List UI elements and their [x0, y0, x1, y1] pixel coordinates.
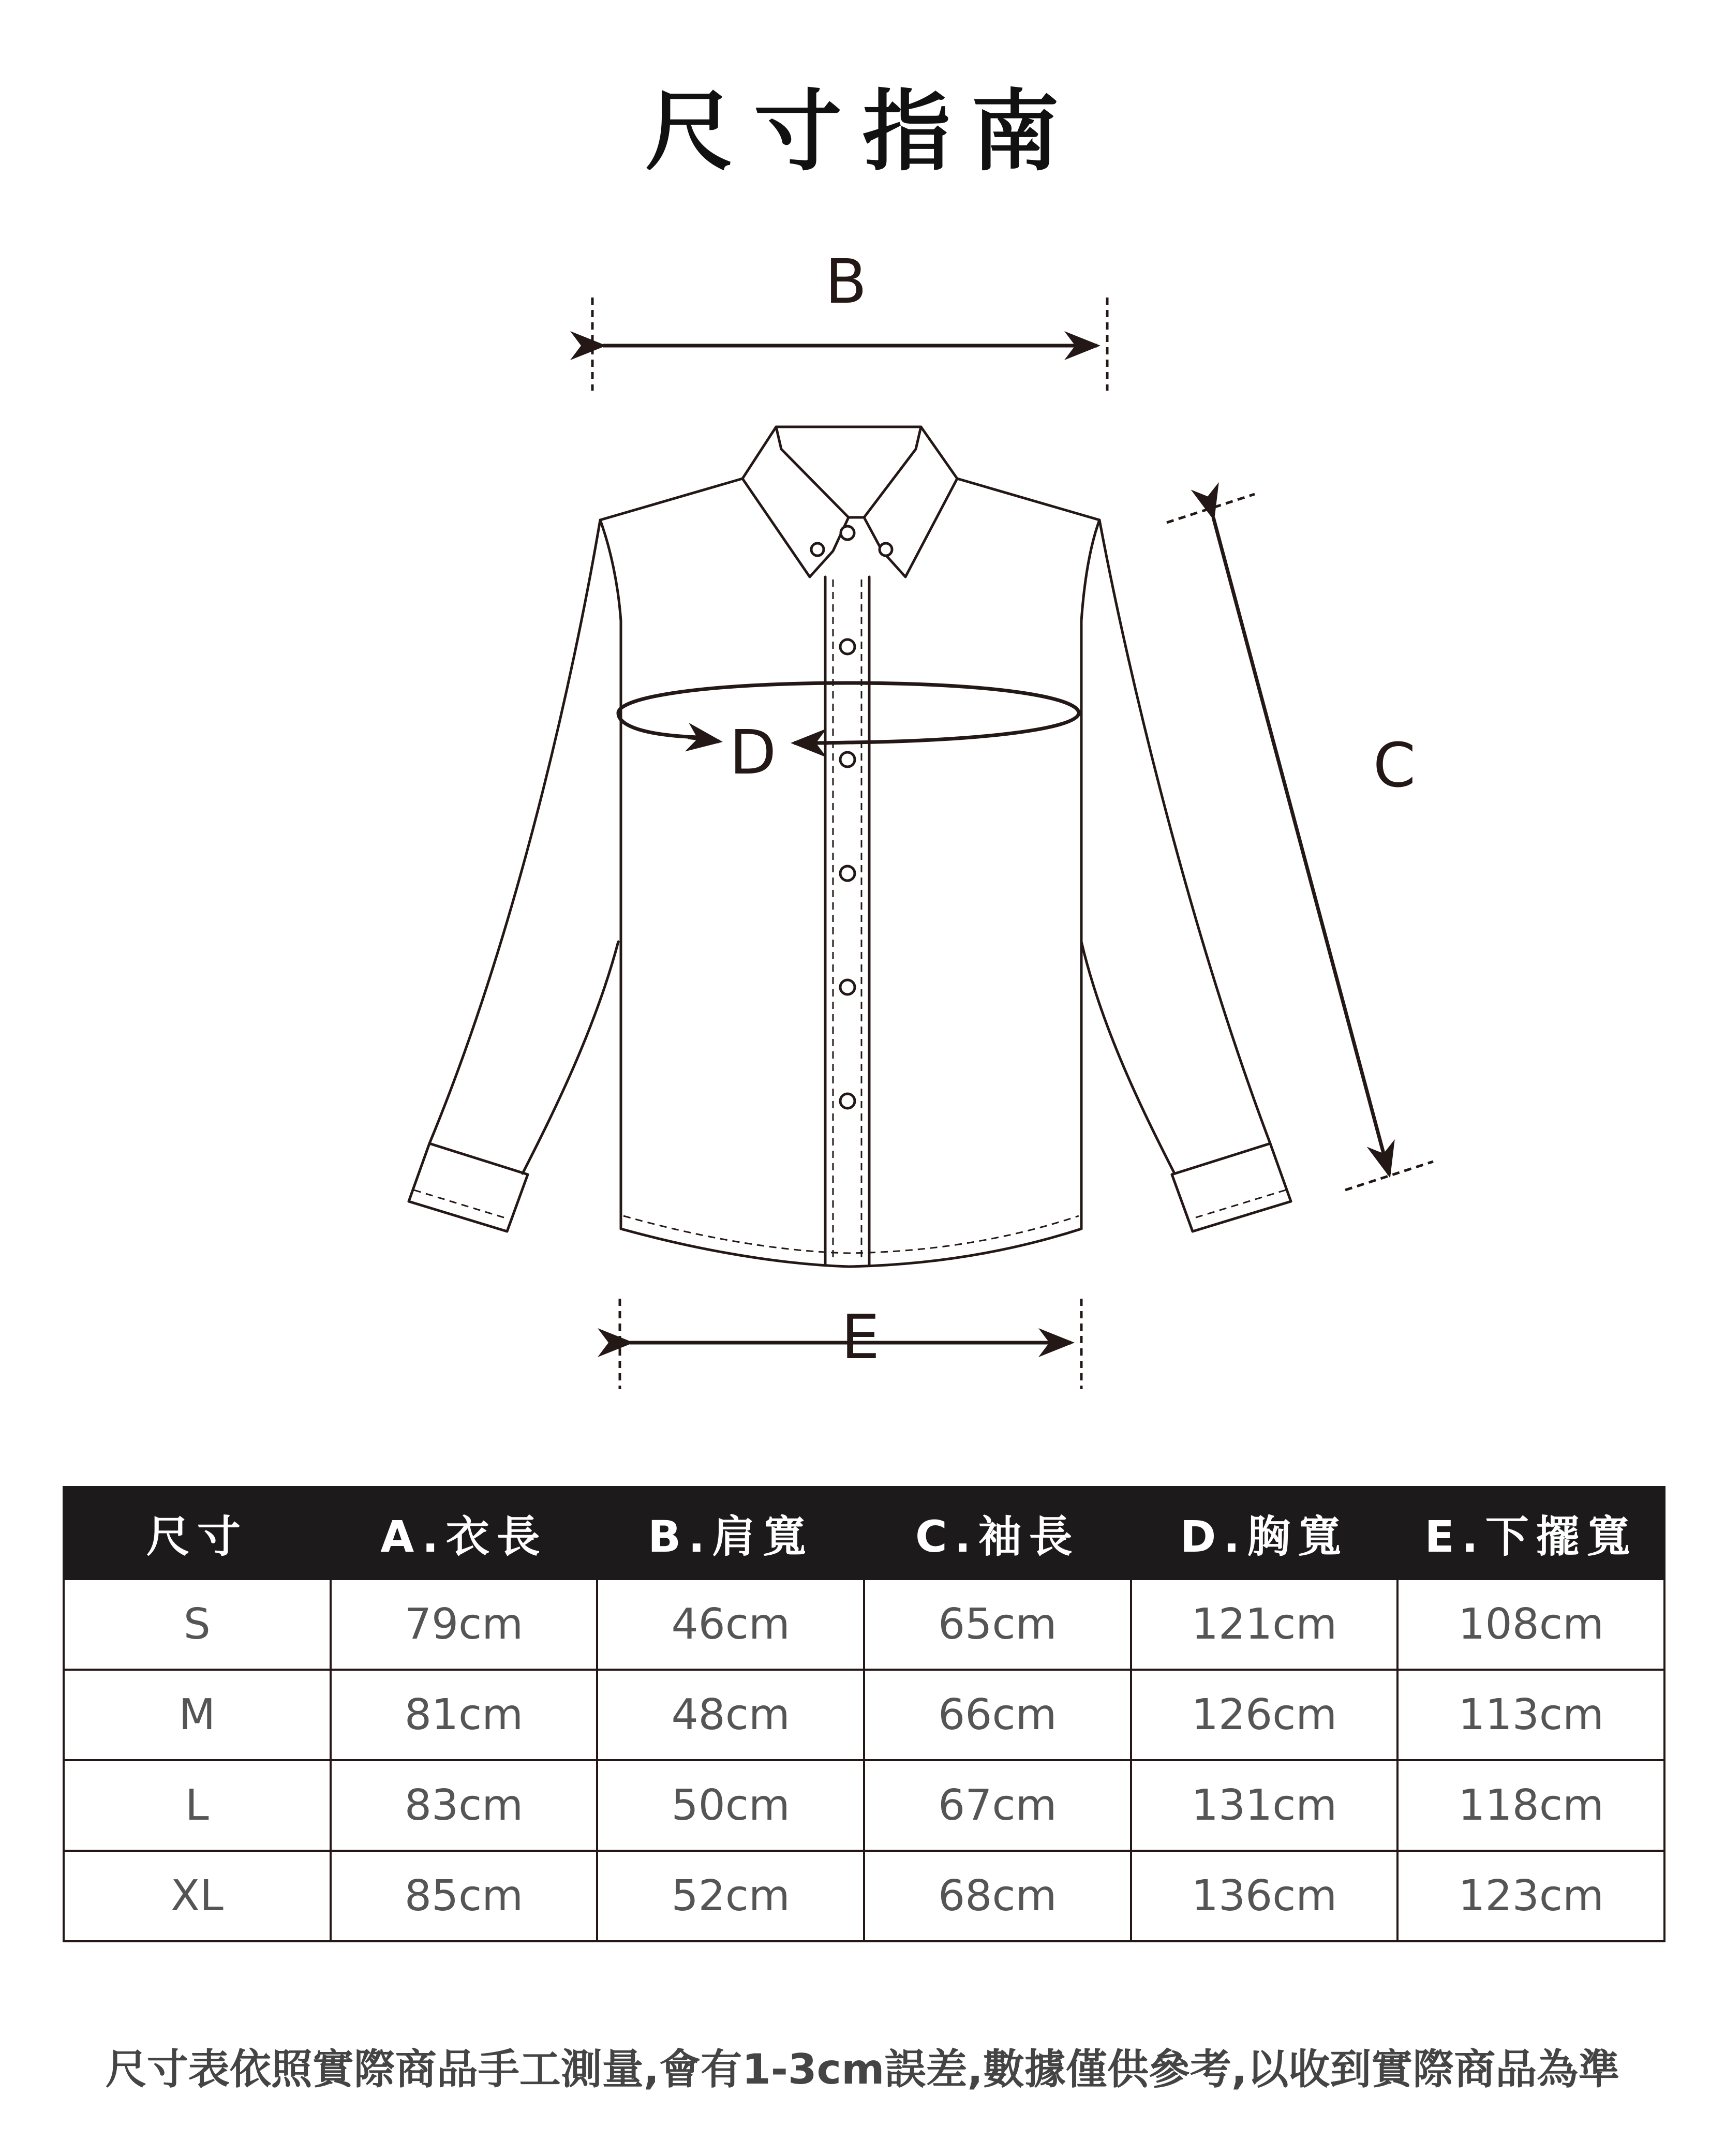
- table-cell: 48cm: [597, 1670, 864, 1760]
- table-cell: 81cm: [331, 1670, 598, 1760]
- table-cell: 113cm: [1397, 1670, 1664, 1760]
- header-shoulder: B.肩寬: [597, 1487, 864, 1579]
- header-size: 尺寸: [64, 1487, 331, 1579]
- table-cell: L: [64, 1760, 331, 1851]
- table-cell: 46cm: [597, 1579, 864, 1670]
- shirt-icon: [409, 427, 1291, 1267]
- table-cell: 123cm: [1397, 1851, 1664, 1941]
- table-row: [64, 1760, 1664, 1851]
- table-cell: 108cm: [1397, 1579, 1664, 1670]
- header-chest: D.胸寬: [1131, 1487, 1398, 1579]
- table-cell: 126cm: [1131, 1670, 1398, 1760]
- size-chart-table: [63, 1486, 1665, 1942]
- label-b: B: [825, 246, 867, 317]
- label-c: C: [1373, 730, 1416, 801]
- measure-c-indicator: [1167, 494, 1433, 1190]
- table-row: [64, 1670, 1664, 1760]
- table-header-row: [64, 1487, 1664, 1579]
- table-cell: 85cm: [331, 1851, 598, 1941]
- table-cell: 83cm: [331, 1760, 598, 1851]
- table-cell: 52cm: [597, 1851, 864, 1941]
- label-d: D: [729, 717, 777, 788]
- table-cell: S: [64, 1579, 331, 1670]
- table-cell: M: [64, 1670, 331, 1760]
- table-cell: 67cm: [864, 1760, 1131, 1851]
- table-row: [64, 1579, 1664, 1670]
- measure-b-indicator: [592, 246, 1107, 391]
- table-cell: 65cm: [864, 1579, 1131, 1670]
- table-row: [64, 1851, 1664, 1941]
- table-cell: 118cm: [1397, 1760, 1664, 1851]
- table-cell: XL: [64, 1851, 331, 1941]
- table-cell: 68cm: [864, 1851, 1131, 1941]
- measure-e-indicator: [620, 1299, 1081, 1389]
- header-hem: E.下擺寬: [1397, 1487, 1664, 1579]
- measurement-disclaimer: 尺寸表依照實際商品手工測量,會有1-3cm誤差,數據僅供參考,以收到實際商品為準: [105, 2045, 1620, 2093]
- page-title: 尺寸指南: [645, 81, 1080, 183]
- table-cell: 50cm: [597, 1760, 864, 1851]
- measure-d-indicator: [618, 683, 1079, 788]
- table-cell: 121cm: [1131, 1579, 1398, 1670]
- table-cell: 131cm: [1131, 1760, 1398, 1851]
- header-sleeve: C.袖長: [864, 1487, 1131, 1579]
- button-icons: [811, 526, 892, 1108]
- table-cell: 136cm: [1131, 1851, 1398, 1941]
- table-cell: 79cm: [331, 1579, 598, 1670]
- table-cell: 66cm: [864, 1670, 1131, 1760]
- header-length: A.衣長: [331, 1487, 598, 1579]
- label-e: E: [841, 1301, 880, 1373]
